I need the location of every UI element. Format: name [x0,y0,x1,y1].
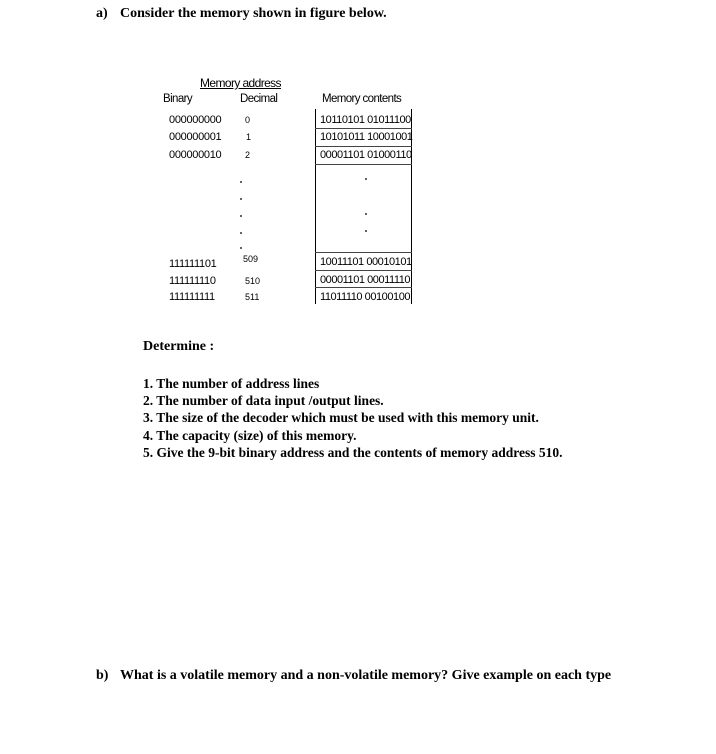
decimal-address-cell: 510 [245,276,261,286]
row-divider [315,252,412,253]
row-divider [315,270,412,271]
memory-contents-cell: 00001101 00011110 [320,274,411,286]
memory-contents-cell: 00001101 01000110 [320,149,412,161]
binary-address-cell: 000000010 [169,149,222,161]
ellipsis-dot [240,215,242,217]
decimal-address-cell: 509 [243,254,259,264]
question-b-text: What is a volatile memory and a non-volatile memory? Give example on each type [120,668,612,683]
ellipsis-dot [365,178,367,180]
binary-address-cell: 111111110 [169,275,216,287]
list-item: 5. Give the 9-bit binary address and the contents of memory address 510. [143,444,563,460]
ellipsis-dot [365,213,367,215]
question-a-text: Consider the memory shown in figure below. [120,6,387,21]
binary-address-cell: 000000001 [169,131,222,143]
memory-address-header: Memory address [200,76,281,90]
list-item: 1. The number of address lines [143,376,320,391]
question-a-heading [96,6,387,22]
binary-address-cell: 111111111 [169,291,215,303]
question-b-label: b) [96,668,109,683]
list-item: 4. The capacity (size) of this memory. [143,427,357,443]
row-divider [315,164,412,165]
memory-contents-cell: 10110101 01011100 [320,114,411,126]
memory-contents-header: Memory contents [322,93,402,105]
ellipsis-dot [365,230,367,232]
list-item: 3. The size of the decoder which must be used with this memory unit. [143,410,539,426]
decimal-address-cell: 1 [246,132,252,142]
decimal-address-cell: 511 [245,292,260,302]
question-list [143,375,563,461]
decimal-address-cell: 2 [245,150,251,160]
ellipsis-dot [240,232,242,234]
binary-address-cell: 000000000 [169,114,222,126]
decimal-column-header: Decimal [240,93,278,105]
question-a-label: a) [96,6,108,21]
memory-contents-cell: 11011110 00100100 [320,291,411,303]
list-item: 2. The number of data input /output lines. [143,393,384,409]
question-b-heading [96,668,611,684]
row-divider [315,146,412,147]
ellipsis-dot [240,247,242,249]
row-divider [315,287,412,288]
determine-heading: Determine : [143,339,215,354]
ellipsis-dot [240,198,242,200]
memory-contents-cell: 10011101 00010101 [320,256,412,268]
binary-address-cell: 111111101 [169,258,217,270]
decimal-address-cell: 0 [245,115,251,125]
ellipsis-dot [240,181,242,183]
memory-contents-cell: 10101011 10001001 [320,131,413,143]
binary-column-header: Binary [163,93,192,105]
row-divider [315,128,412,129]
